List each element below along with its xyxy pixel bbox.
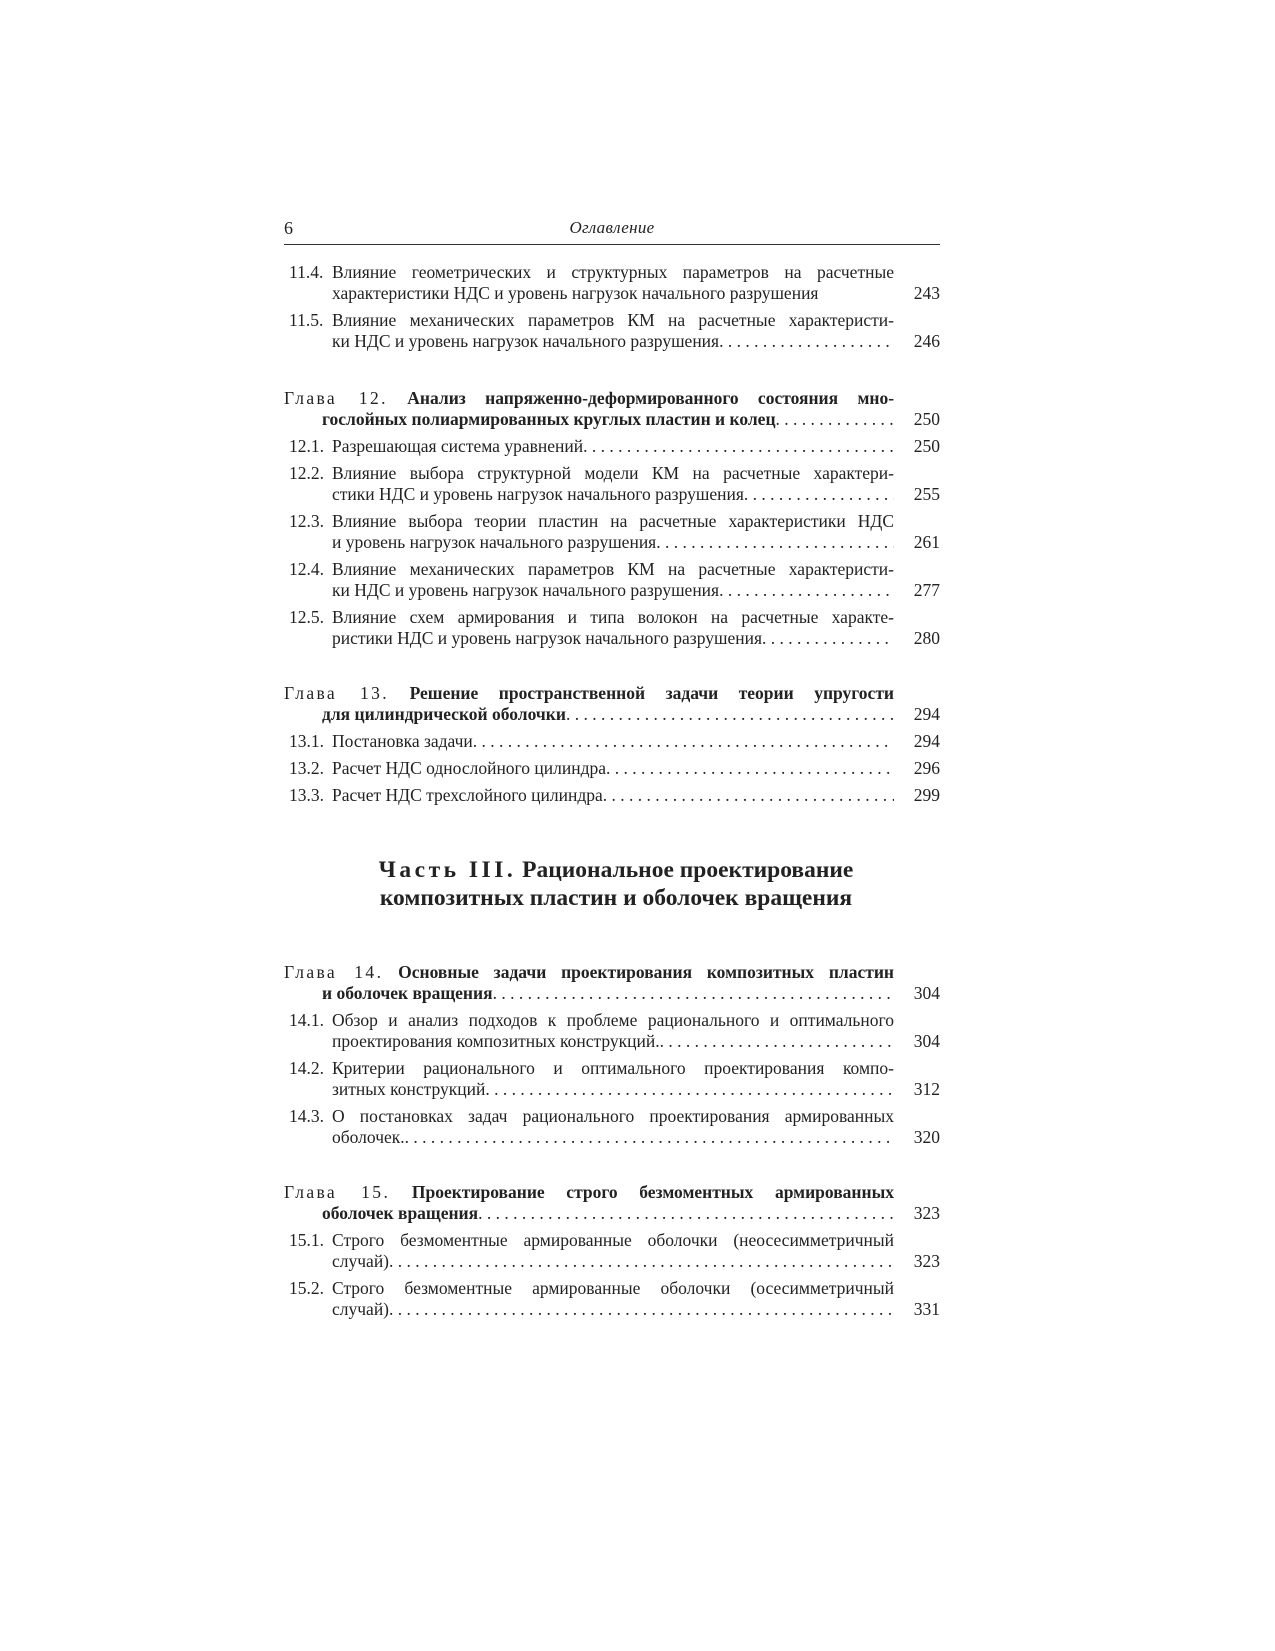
chapter-label: Глава 14. [284,962,384,982]
section-number: 14.1. [289,1010,324,1030]
section-title-last-line [332,785,894,806]
toc-section-entry[interactable] [284,785,940,806]
page-ref: 294 [913,704,940,724]
dot-leader [473,731,894,752]
dot-leader [762,628,894,649]
toc-section-entry[interactable] [284,436,940,457]
running-title: Оглавление [569,218,655,237]
section-title-text: случай) [332,1251,390,1271]
section-title-text: Разрешающая система уравнений [332,436,584,456]
section-title-text: зитных конструкций [332,1079,486,1099]
section-number: 12.3. [289,511,324,531]
section-title-last-line [332,1031,894,1052]
section-title-text: Постановка задачи [332,731,473,751]
section-title [332,511,894,553]
section-number: 13.3. [289,785,324,805]
dot-leader [583,436,894,457]
page-number: 6 [284,218,293,238]
section-title-line: О постановках задач рационального проектирования армированных [332,1106,894,1126]
section-title [332,463,894,505]
toc-chapter-entry[interactable] [284,388,940,430]
section-number: 13.1. [289,731,324,751]
chapter-title-text: Анализ напряженно-деформированного состояния мно- [407,388,895,408]
section-title-text: ки НДС и уровень нагрузок начального разрушения [332,580,720,600]
section-title-last-line [332,331,894,352]
part-title: Рациональное проектирование [522,857,854,883]
chapter-title [284,388,895,430]
section-title-last-line [332,1127,894,1148]
page-ref: 304 [913,1031,940,1051]
spacer [818,283,894,304]
section-title-line: Строго безмоментные армированные оболочки (осесимметричный [332,1278,894,1298]
section-title [332,1058,894,1100]
page-ref: 250 [913,436,940,456]
section-title-last-line [332,1251,894,1272]
section-title-text: стики НДС и уровень нагрузок начального разрушения [332,484,744,504]
dot-leader [660,1031,894,1052]
section-title-last-line [332,731,894,752]
section-title-text: случай) [332,1299,390,1319]
dot-leader [493,983,894,1004]
section-title [332,758,894,779]
running-header [284,216,940,245]
section-title-line: Критерии рационального и оптимального проектирования компо- [332,1058,894,1078]
chapter-title-text: гослойных полиармированных круглых пластин и колец [322,409,776,429]
page-ref: 304 [913,983,940,1003]
page-ref: 294 [913,731,940,751]
section-title [332,731,894,752]
toc-chapter-entry[interactable] [284,683,940,725]
dot-leader [719,580,894,601]
section-number: 15.1. [289,1230,324,1250]
toc-section-entry[interactable] [284,511,940,553]
section-title-text: характеристики НДС и уровень нагрузок начального разрушения [332,283,819,303]
chapter-title-text: Проектирование строго безмоментных армированных [411,1182,894,1202]
section-title-line: Строго безмоментные армированные оболочки (неосесимметричный [332,1230,894,1250]
section-number: 12.4. [289,559,324,579]
section-title-text: и уровень нагрузок начального разрушения [332,532,657,552]
section-title-text: оболочек. [332,1127,405,1147]
chapter-title-text: Основные задачи проектирования композитных пластин [398,962,895,982]
section-title-last-line [332,628,894,649]
part-heading-line [292,856,940,884]
chapter-title-line [284,683,894,704]
dot-leader [389,1251,894,1272]
section-title-line: Влияние схем армирования и типа волокон на расчетные характе- [332,607,894,627]
page-ref: 280 [913,628,940,648]
section-title-last-line [332,484,894,505]
dot-leader [776,409,894,430]
page-ref: 331 [913,1299,940,1319]
chapter-title-last-line [322,983,894,1004]
page-ref: 323 [913,1251,940,1271]
table-of-contents [284,262,940,1320]
page-ref: 277 [913,580,940,600]
section-title-line: Влияние выбора теории пластин на расчетные характеристики НДС [332,511,894,531]
chapter-title-last-line [322,409,894,430]
section-title-last-line [332,532,894,553]
page-ref: 320 [913,1127,940,1147]
toc-section-entry[interactable] [284,1106,940,1148]
section-number: 12.5. [289,607,324,627]
section-title-text: ристики НДС и уровень нагрузок начального разрушения [332,628,762,648]
toc-section-entry[interactable] [284,758,940,779]
chapter-title [284,962,895,1004]
section-number: 11.5. [289,310,324,330]
page-ref: 299 [913,785,940,805]
section-number: 12.1. [289,436,324,456]
section-title-line: Влияние механических параметров КМ на расчетные характеристи- [332,310,894,330]
dot-leader [485,1079,894,1100]
part-label: Часть III. [378,857,517,883]
chapter-label: Глава 12. [284,388,388,408]
section-title [332,1010,894,1052]
page-ref: 250 [913,409,940,429]
toc-section-entry[interactable] [284,1230,940,1272]
section-title [332,607,894,649]
toc-chapter-entry[interactable] [284,1182,940,1224]
toc-section-entry[interactable] [284,262,940,304]
section-title-line: Влияние выбора структурной модели КМ на расчетные характери- [332,463,894,483]
section-title-last-line [332,1299,894,1320]
toc-section-entry[interactable] [284,607,940,649]
page-ref: 296 [913,758,940,778]
section-title [332,559,894,601]
part-heading [284,856,940,912]
toc-section-entry[interactable] [284,1278,940,1320]
section-number: 15.2. [289,1278,324,1298]
section-number: 13.2. [289,758,324,778]
section-title [332,785,894,806]
dot-leader [405,1127,894,1148]
dot-leader [656,532,894,553]
section-title [332,1230,894,1272]
page-ref: 312 [913,1079,940,1099]
toc-chapter-entry[interactable] [284,962,940,1004]
chapter-title [284,1182,894,1224]
section-title-last-line [332,436,894,457]
section-title-text: проектирования композитных конструкций. [332,1031,660,1051]
section-title [332,436,894,457]
chapter-label: Глава 15. [284,1182,391,1202]
chapter-title-line [284,388,895,409]
part-title-line2: композитных пластин и оболочек вращения [379,885,853,911]
chapter-title-text: оболочек вращения [322,1203,479,1223]
section-title [332,310,894,352]
chapter-title-text: Решение пространственной задачи теории упругости [409,683,894,703]
section-title-line: Влияние механических параметров КМ на расчетные характеристи- [332,559,894,579]
chapter-title-last-line [322,704,894,725]
section-number: 12.2. [289,463,324,483]
chapter-title-line [284,962,895,983]
section-title [332,1278,894,1320]
page-ref: 323 [913,1203,940,1223]
section-number: 14.3. [289,1106,324,1126]
section-title-line: Влияние геометрических и структурных параметров на расчетные [332,262,894,282]
toc-section-entry[interactable] [284,731,940,752]
section-title-last-line [332,580,894,601]
dot-leader [566,704,894,725]
page-ref: 246 [913,331,940,351]
section-title [332,1106,894,1148]
toc-section-entry[interactable] [284,559,940,601]
toc-section-entry[interactable] [284,463,940,505]
chapter-label: Глава 13. [284,683,390,703]
chapter-title-line [284,1182,894,1203]
toc-section-entry[interactable] [284,1010,940,1052]
page-ref: 255 [913,484,940,504]
section-title-last-line [332,1079,894,1100]
dot-leader [389,1299,894,1320]
section-title-last-line [332,283,894,304]
chapter-title-text: для цилиндрической оболочки [322,704,566,724]
toc-page [284,216,940,1326]
chapter-title-last-line [322,1203,894,1224]
toc-section-entry[interactable] [284,1058,940,1100]
section-title-text: ки НДС и уровень нагрузок начального разрушения [332,331,720,351]
dot-leader [478,1203,894,1224]
dot-leader [603,785,894,806]
section-title-line: Обзор и анализ подходов к проблеме рационального и оптимального [332,1010,894,1030]
page-ref: 243 [913,283,940,303]
section-title-text: Расчет НДС трехслойного цилиндра [332,785,603,805]
section-title-last-line [332,758,894,779]
section-number: 11.4. [289,262,324,282]
page-ref: 261 [913,532,940,552]
section-number: 14.2. [289,1058,324,1078]
chapter-title-text: и оболочек вращения [322,983,493,1003]
dot-leader [744,484,894,505]
dot-leader [719,331,894,352]
chapter-title [284,683,894,725]
section-title [332,262,894,304]
toc-section-entry[interactable] [284,310,940,352]
dot-leader [606,758,894,779]
section-title-text: Расчет НДС однослойного цилиндра [332,758,607,778]
